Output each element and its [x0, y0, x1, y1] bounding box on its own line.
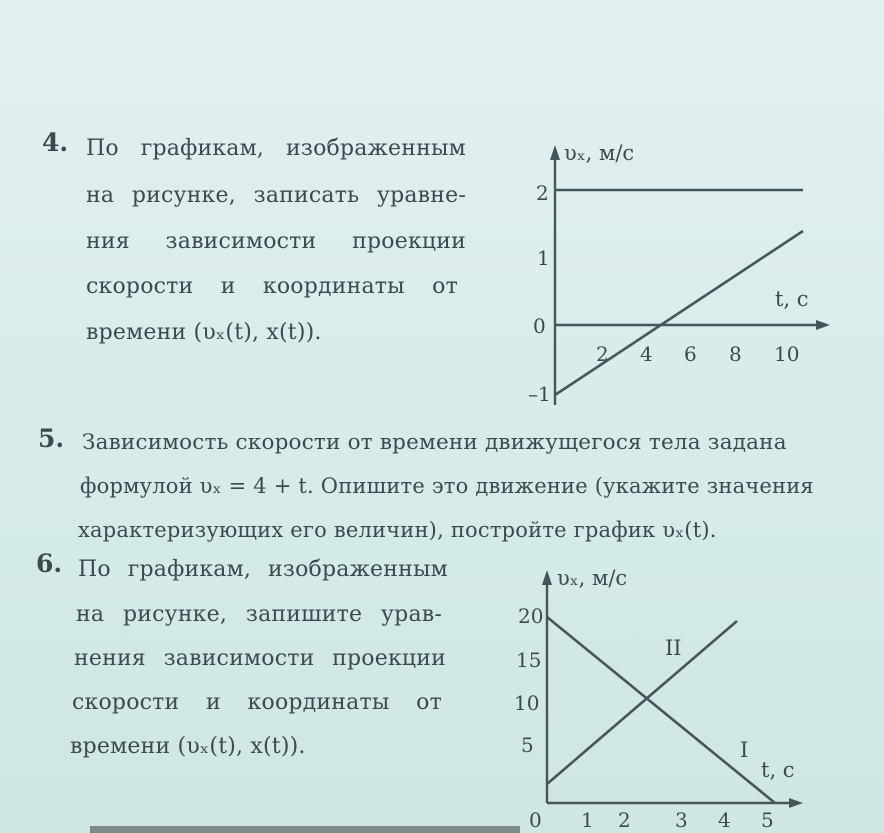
- x-tick-2: 2: [596, 342, 609, 366]
- y-axis-arrowhead: [542, 570, 552, 585]
- y-tick-2: 2: [536, 181, 549, 205]
- series-II-label: II: [665, 636, 682, 660]
- x-tick-1: 1: [581, 808, 594, 832]
- x-tick-3: 3: [675, 808, 688, 832]
- series-I-line: [547, 617, 775, 803]
- series-I-label: I: [740, 738, 749, 762]
- y-tick-5: 5: [521, 733, 534, 757]
- x-tick-0: 0: [529, 808, 542, 832]
- y-tick-15: 15: [516, 648, 542, 672]
- x-tick-8: 8: [729, 342, 742, 366]
- problem-5-line-3: характеризующих его величин), постройте график υₓ(t).: [78, 518, 717, 542]
- y-tick-0: 0: [533, 314, 546, 338]
- problem-4-graph: [500, 120, 860, 420]
- problem-4-line-5: времени (υₓ(t), x(t)).: [86, 320, 322, 345]
- series-II-line: [547, 621, 737, 784]
- y-tick-20: 20: [518, 604, 544, 628]
- problem-5-line-1: Зависимость скорости от времени движущегося тела задана: [82, 430, 787, 455]
- problem-6-number: 6.: [36, 549, 63, 578]
- x-tick-6: 6: [684, 342, 697, 366]
- x-tick-5: 5: [761, 808, 774, 832]
- y-tick-minus-1: –1: [528, 382, 551, 406]
- y-tick-10: 10: [514, 691, 540, 715]
- problem-4-line-3: ния зависимости проекции: [86, 229, 466, 254]
- problem-6-line-2: на рисунке, запишите урав-: [76, 602, 442, 627]
- x-axis-arrowhead: [816, 320, 830, 330]
- x-axis-label: t, c: [761, 758, 795, 782]
- bottom-dark-strip: [90, 826, 520, 833]
- x-axis-arrowhead: [789, 798, 803, 808]
- problem-4-line-1: По графикам, изображенным: [86, 136, 466, 161]
- problem-4-line-2: на рисунке, записать уравне-: [86, 183, 466, 208]
- problem-6-line-3: нения зависимости проекции: [74, 646, 446, 671]
- x-axis-label: t, c: [775, 287, 809, 311]
- problem-4-line-4: скорости и координаты от: [86, 274, 458, 299]
- problem-4-number: 4.: [42, 128, 69, 157]
- x-tick-4: 4: [640, 342, 653, 366]
- y-axis-arrowhead: [550, 145, 560, 160]
- problem-6-line-5: времени (υₓ(t), x(t)).: [70, 734, 306, 759]
- increasing-velocity-line: [555, 231, 803, 395]
- problem-6-line-4: скорости и координаты от: [72, 690, 442, 715]
- problem-5-line-2: формулой υₓ = 4 + t. Опишите это движение (укажите значения: [80, 474, 814, 498]
- y-axis-label: υₓ, м/с: [564, 141, 635, 165]
- x-tick-2: 2: [618, 808, 631, 832]
- x-tick-4: 4: [718, 808, 731, 832]
- problem-6-line-1: По графикам, изображенным: [78, 557, 448, 582]
- y-tick-1: 1: [537, 246, 550, 270]
- problem-6-graph: [495, 555, 835, 830]
- x-tick-10: 10: [774, 342, 800, 366]
- problem-5-number: 5.: [38, 424, 65, 453]
- y-axis-label: υₓ, м/с: [557, 566, 628, 590]
